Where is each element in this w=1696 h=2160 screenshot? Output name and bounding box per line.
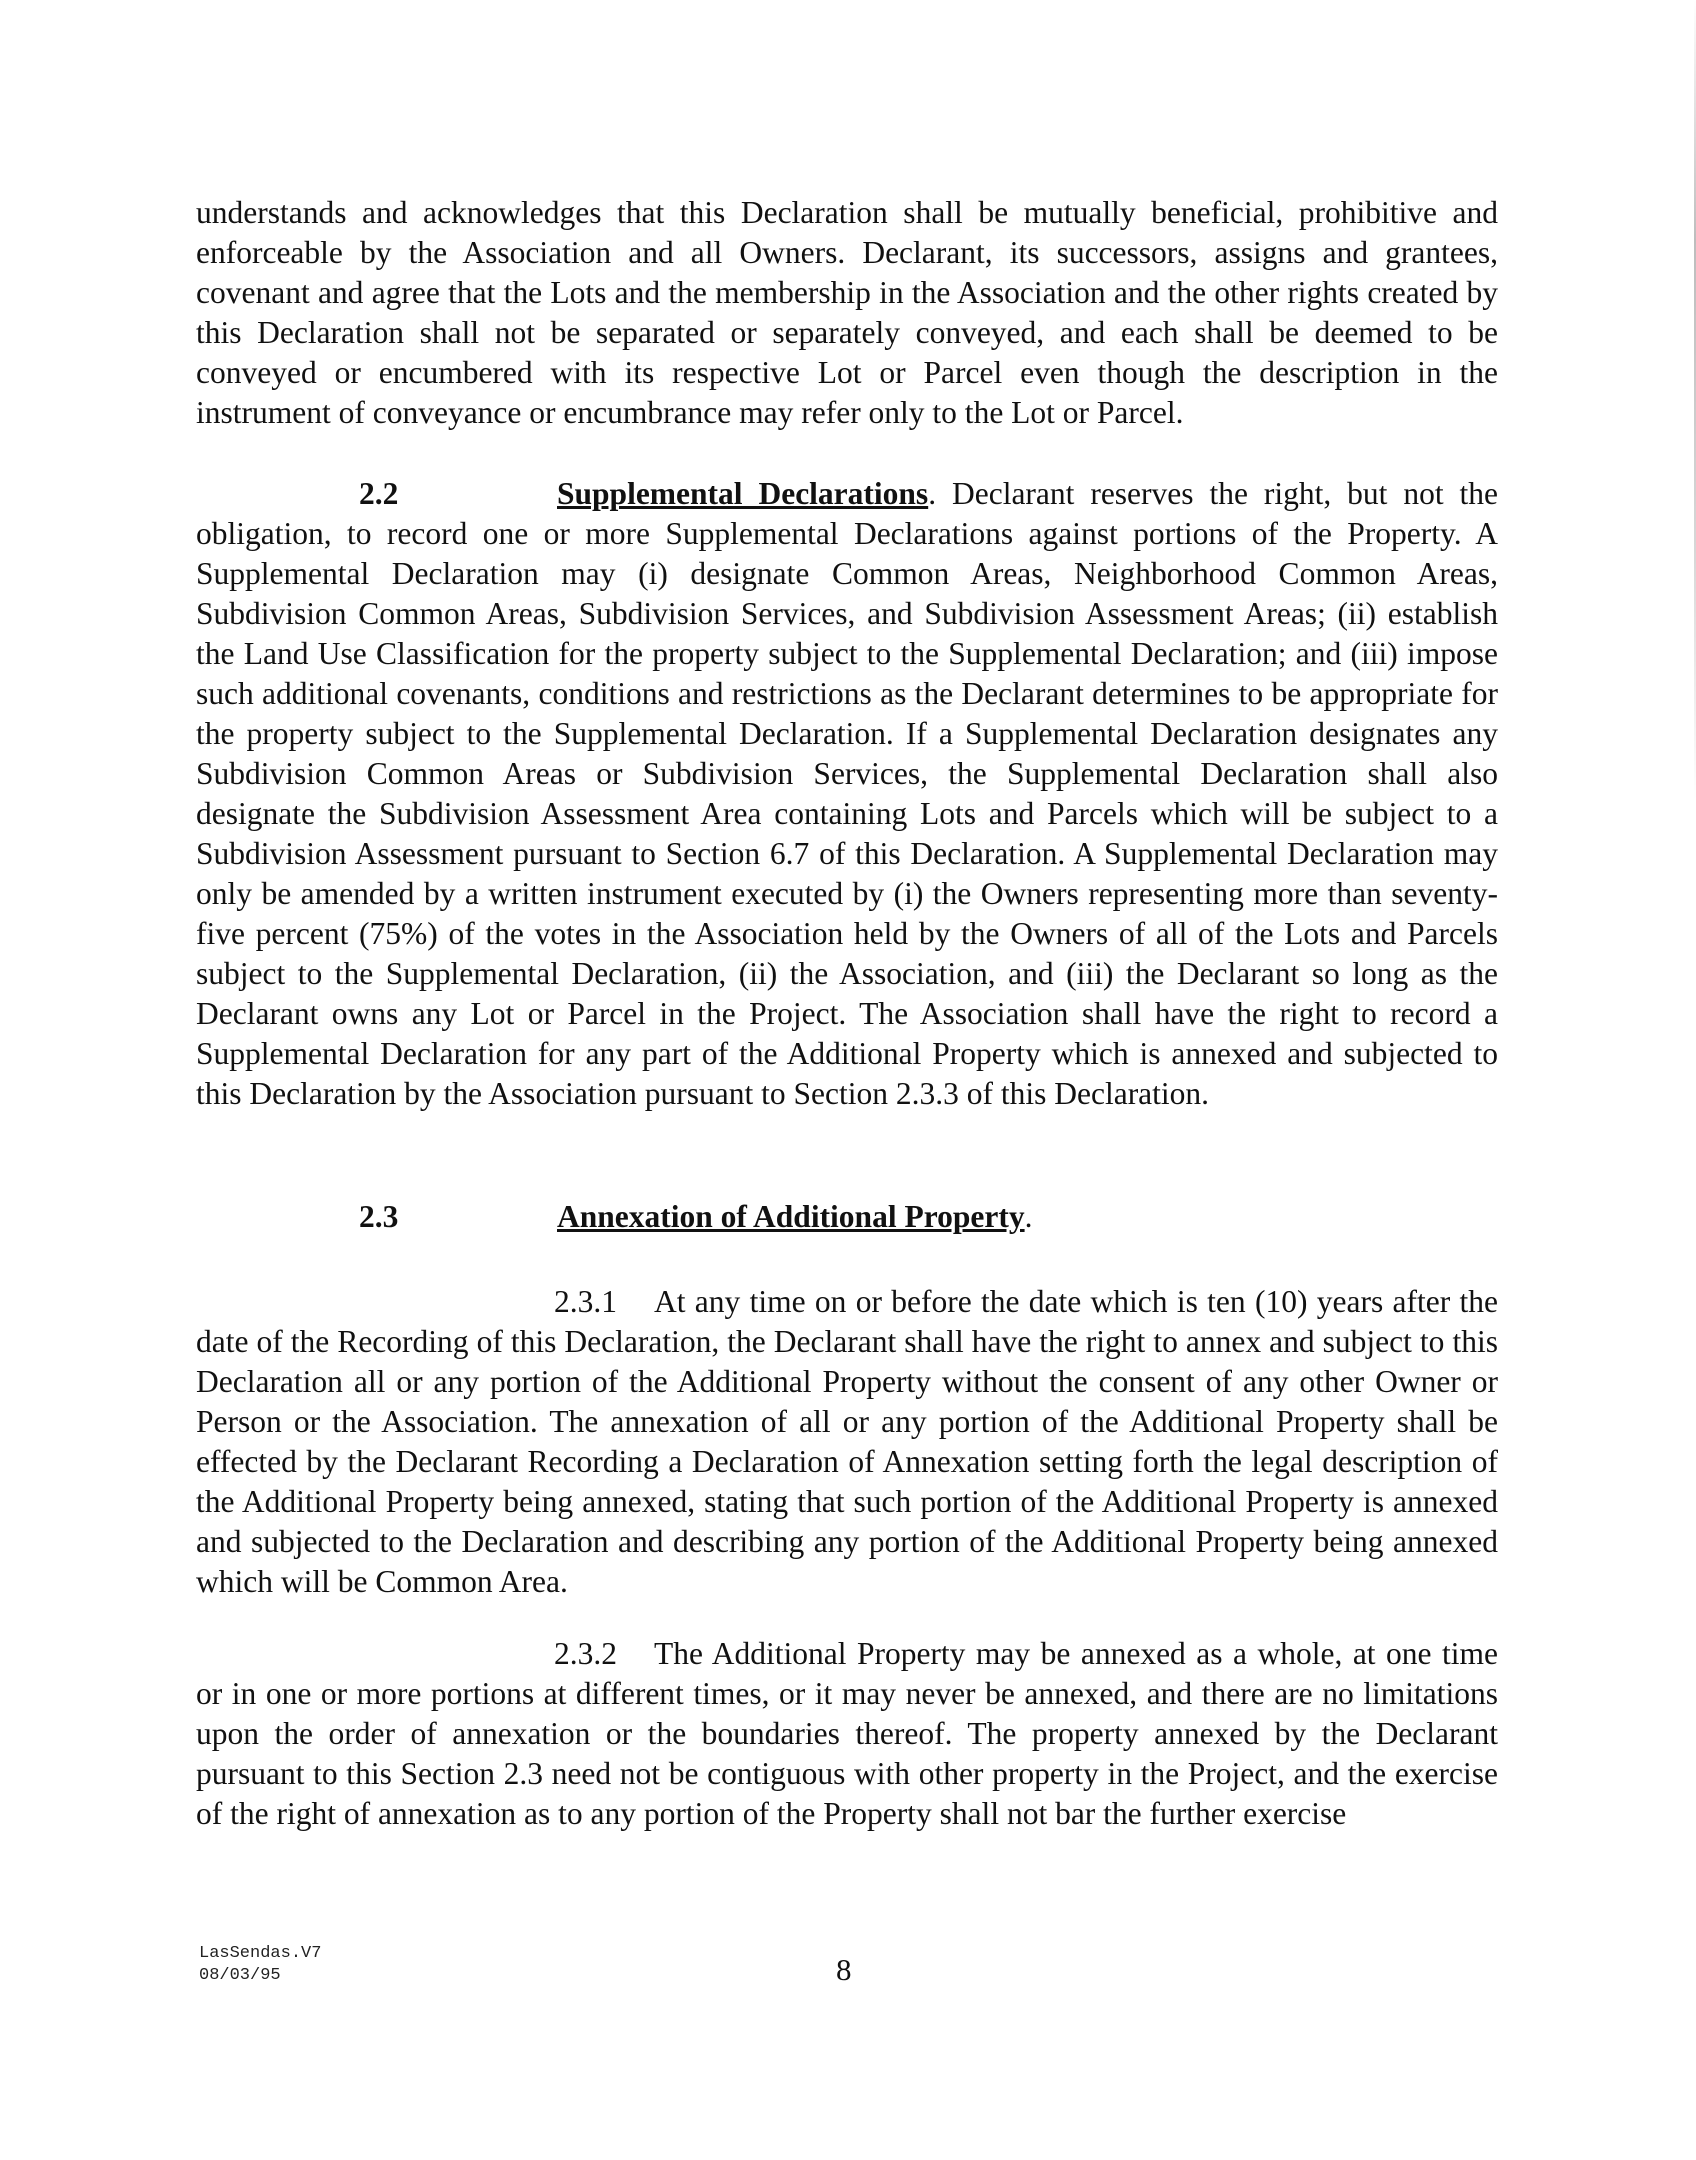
section-2-3-heading: Annexation of Additional Property: [557, 1199, 1025, 1234]
section-2-2-text: Declarant reserves the right, but not the obligation, to record one or more Supplemental Declarations against portions of the Property. A Supplemental Declaration may (i) designate Common Areas, Neighborhood Common Areas, Subdivision Common Areas, Subdivision Services, and Subdivision Assessment Areas; (ii) establish the Land Use Classification for the property subject to the Supplemental Declaration; and (iii) impose such additional covenants, conditions and restrictions as the Declarant determines to be appropriate for the property subject to the Supplemental Declaration. If a Supplemental Declaration designates any Subdivision Common Areas or Subdivision Services, the Supplemental Declaration shall also designate the Subdivision Assessment Area containing Lots and Parcels which will be subject to a Subdivision Assessment pursuant to Section 6.7 of this Declaration. A Supplemental Declaration may only be amended by a written instrument executed by (i) the Owners representing more than seventy-five percent (75%) of the votes in the Association held by the Owners of all of the Lots and Parcels subject to the Supplemental Declaration, (ii) the Association, and (iii) the Declarant so long as the Declarant owns any Lot or Parcel in the Project. The Association shall have the right to record a Supplemental Declaration for any part of the Additional Property which is annexed and subjected to this Declaration by the Association pursuant to Section 2.3.3 of this Declaration.: [196, 476, 1498, 1111]
footer-date: 08/03/95: [199, 1966, 281, 1985]
section-2-2-number: 2.2: [359, 476, 399, 511]
section-2-2-heading: Supplemental Declarations: [557, 476, 929, 511]
section-2-3-heading-line: [196, 1197, 1032, 1237]
section-2-2-heading-period: .: [928, 476, 937, 511]
section-2-3-1-text: At any time on or before the date which is ten (10) years after the date of the Recording of this Declaration, the Declarant shall have the right to annex and subject to this Declaration all or any portion of the Additional Property without the consent of any other Owner or Person or the Association. The annexation of all or any portion of the Additional Property shall be effected by the Declarant Recording a Declaration of Annexation setting forth the legal description of the Additional Property being annexed, stating that such portion of the Additional Property is annexed and subjected to the Declaration and describing any portion of the Additional Property being annexed which will be Common Area.: [196, 1284, 1498, 1599]
page-number: 8: [836, 1952, 852, 1987]
section-2-3-1-paragraph: [196, 1282, 1498, 1602]
paragraph-continuation: understands and acknowledges that this Declaration shall be mutually beneficial, prohibitive and enforceable by the Association and all Owners. Declarant, its successors, assigns and grantees, covenant and agree that the Lots and the membership in the Association and the other rights created by this Declaration shall not be separated or separately conveyed, and each shall be deemed to be conveyed or encumbered with its respective Lot or Parcel even though the description in the instrument of conveyance or encumbrance may refer only to the Lot or Parcel.: [196, 195, 1498, 430]
footer-document-code: [199, 1943, 321, 1987]
section-2-3-2-paragraph: [196, 1634, 1498, 1834]
section-2-2-paragraph: [196, 474, 1498, 1114]
section-2-3-heading-period: .: [1024, 1199, 1033, 1234]
section-2-3-2-text: The Additional Property may be annexed as a whole, at one time or in one or more portions at different times, or it may never be annexed, and there are no limitations upon the order of annexation or the boundaries thereof. The property annexed by the Declarant pursuant to this Section 2.3 need not be contiguous with other property in the Project, and the exercise of the right of annexation as to any portion of the Property shall not bar the further exercise: [196, 1636, 1498, 1831]
section-2-3-2-number: 2.3.2: [554, 1636, 617, 1671]
footer-file-name: LasSendas.V7: [199, 1944, 322, 1963]
section-2-3-number: 2.3: [359, 1199, 399, 1234]
section-2-3-1-number: 2.3.1: [554, 1284, 617, 1319]
